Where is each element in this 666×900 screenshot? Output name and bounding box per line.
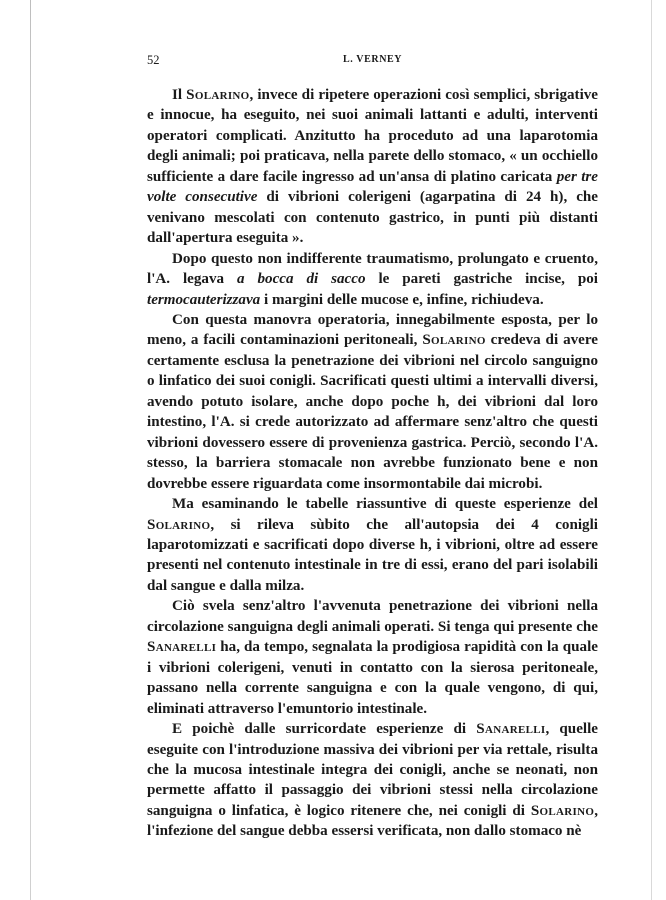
paragraph: [147, 310, 598, 494]
text-run: , quelle eseguite con l'introduzione massiva dei vibrioni per via rettale, risulta che la mucosa intestinale integra dei conigli, anche se neonati, non permette affatto il passaggio dei vibrioni stessi nella circolazione sanguigna o linfatica, è logico ritenere che, nei conigli di: [147, 721, 598, 819]
scan-edge-right: [651, 0, 652, 900]
scan-edge-left: [30, 0, 31, 900]
paragraph: [147, 596, 598, 719]
paragraph: [147, 719, 598, 842]
author-name: Solarino: [530, 802, 595, 819]
running-head: L. VERNEY: [343, 54, 403, 65]
text-run: , l'infezione del sangue debba essersi verificata, non dallo stomaco nè: [147, 802, 598, 840]
text-run: di vibrioni colerigeni (agarpatina di 24 h), che venivano mescolati con contenuto gastrico, in punti più distanti dall'apertura eseguita ».: [147, 189, 598, 247]
text-run: le pareti gastriche incise, poi: [365, 271, 598, 288]
page-number: 52: [147, 53, 160, 67]
text-run: i margini delle mucose e, infine, richiudeva.: [260, 291, 544, 308]
author-name: Sanarelli: [147, 639, 217, 656]
author-name: Sanarelli: [476, 721, 546, 738]
paragraph: [147, 249, 598, 310]
text-run: E poichè dalle surricordate esperienze di: [172, 721, 477, 738]
author-name: Solarino: [147, 516, 211, 533]
paragraph: [147, 85, 598, 249]
paragraph: [147, 494, 598, 596]
text-run: credeva di avere certamente esclusa la penetrazione dei vibrioni nel circolo sanguigno o linfatico dei suoi conigli. Sacrificati questi ultimi a intervalli diversi, avendo potuto isolare, anche dopo poche h, dei vibrioni dal loro intestino, l'A. si crede autorizzato ad affermare senz'altro che questi vibrioni dovessero essere di provenienza gastrica. Perciò, secondo l'A. stesso, la barriera stomacale non avrebbe funzionato bene e non dovrebbe essere riguardata come insormontabile dai microbi.: [147, 332, 598, 492]
text-run: Ma esaminando le tabelle riassuntive di queste esperienze del: [172, 496, 598, 513]
emphasis-text: a bocca di sacco: [237, 271, 366, 288]
emphasis-text: termocauterizzava: [147, 291, 261, 308]
text-run: Il: [172, 87, 187, 103]
page-header: [147, 53, 598, 69]
body-text: [147, 85, 598, 842]
author-name: Solarino: [186, 87, 250, 103]
text-run: ha, da tempo, segnalata la prodigiosa rapidità con la quale i vibrioni colerigeni, venuti in contatto con la sierosa peritoneale, passano nella corrente sanguigna e con la quale vengono, di qui, eliminati attraverso l'emuntorio intestinale.: [147, 639, 598, 717]
text-run: Ciò svela senz'altro l'avvenuta penetrazione dei vibrioni nella circolazione sanguigna degli animali operati. Si tenga qui presente che: [147, 598, 598, 635]
text-run: , si rileva sùbito che all'autopsia dei 4 conigli laparotomizzati e sacrificati dopo diverse h, i vibrioni, oltre ad essere presenti nel contenuto intestinale in tre di essi, erano del pari isolabili dal sangue e dalla milza.: [147, 516, 598, 594]
emphasis-text: per tre volte consecutive: [147, 168, 598, 206]
text-run: Dopo questo non indifferente traumatismo, prolungato e cruento, l'A. legava: [147, 250, 598, 288]
text-run: , invece di ripetere operazioni così semplici, sbrigative e innocue, ha eseguito, nei suoi animali lattanti e adulti, interventi operatori complicati. Anzitutto ha proceduto ad una laparotomia degli animali; poi praticava, nella parete dello stomaco, « un occhiello sufficiente a dare facile ingresso ad un'ansa di platino caricata: [147, 87, 599, 185]
text-run: Con questa manovra operatoria, innegabilmente esposta, per lo meno, a facili contaminazioni peritoneali,: [147, 311, 598, 349]
author-name: Solarino: [422, 332, 486, 349]
